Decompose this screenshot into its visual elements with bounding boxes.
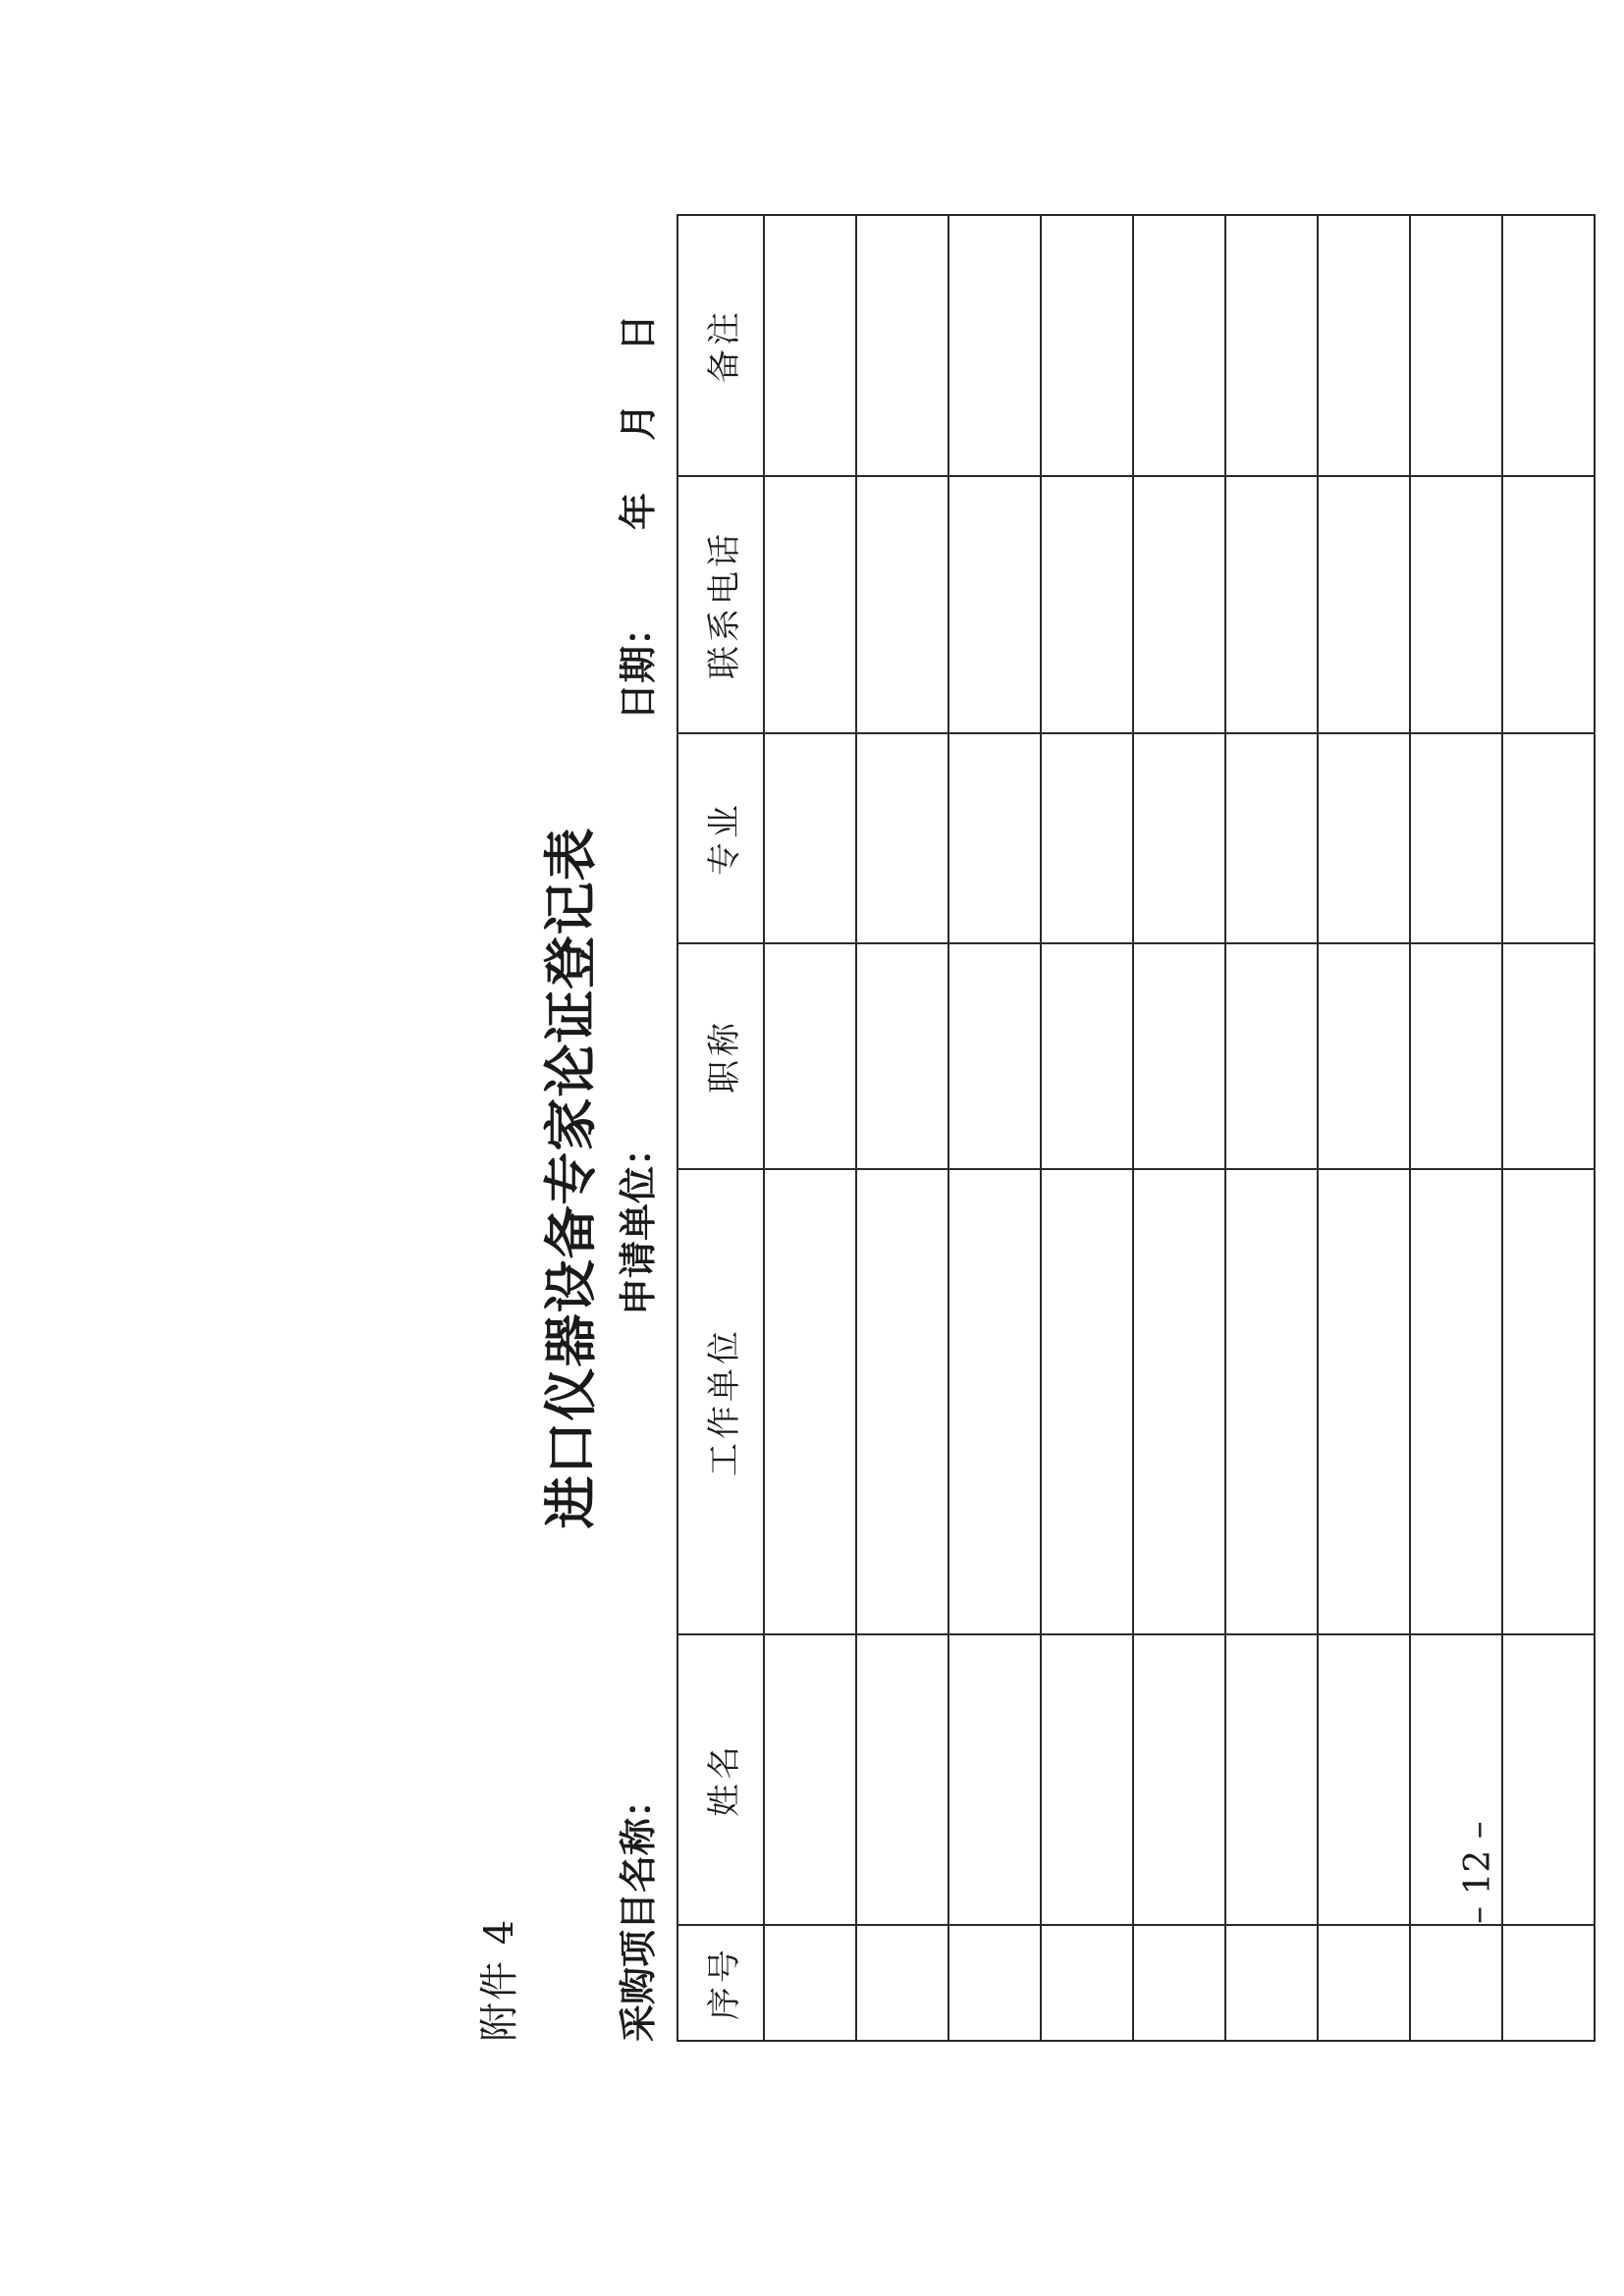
table-cell[interactable] — [1225, 1169, 1318, 1634]
date-label: 日期： — [617, 608, 660, 721]
table-cell[interactable] — [1225, 733, 1318, 943]
col-name-header: 姓名 — [677, 1634, 764, 1925]
table-cell[interactable] — [948, 476, 1041, 733]
table-cell[interactable] — [1133, 943, 1225, 1169]
project-name-label: 采购项目名称： — [617, 1780, 660, 2042]
col-specialty-header: 专业 — [677, 733, 764, 943]
form-title: 进口仪器设备专家论证登记表 — [539, 827, 602, 1529]
table-cell[interactable] — [1225, 476, 1318, 733]
table-cell[interactable] — [1502, 943, 1595, 1169]
table-cell[interactable] — [1041, 733, 1133, 943]
table-cell[interactable] — [1410, 1169, 1502, 1634]
table-cell[interactable] — [948, 1169, 1041, 1634]
table-cell[interactable] — [1410, 943, 1502, 1169]
page-number: – 12 – — [1458, 1821, 1498, 1924]
table-cell[interactable] — [1318, 476, 1410, 733]
table-cell[interactable] — [1502, 476, 1595, 733]
table-row — [1225, 215, 1318, 2041]
table-cell[interactable] — [1502, 215, 1595, 476]
table-cell[interactable] — [1318, 943, 1410, 1169]
table-cell[interactable] — [948, 1634, 1041, 1925]
table-cell[interactable] — [1133, 476, 1225, 733]
table-cell[interactable] — [948, 215, 1041, 476]
applicant-unit-label: 申请单位： — [617, 1128, 660, 1315]
table-cell[interactable] — [948, 1925, 1041, 2041]
date-parts: 年 月 日 — [617, 314, 660, 530]
date-field — [608, 314, 662, 721]
table-cell[interactable] — [856, 1169, 948, 1634]
table-cell[interactable] — [856, 476, 948, 733]
table-cell[interactable] — [1502, 1169, 1595, 1634]
table-row — [1318, 215, 1410, 2041]
registration-table — [677, 214, 1596, 2042]
col-remarks-header: 备注 — [677, 215, 764, 476]
table-cell[interactable] — [1041, 943, 1133, 1169]
table-cell[interactable] — [1318, 1169, 1410, 1634]
table-cell[interactable] — [764, 215, 856, 476]
table-row — [1041, 215, 1133, 2041]
table-cell[interactable] — [1318, 215, 1410, 476]
table-cell[interactable] — [1041, 476, 1133, 733]
table-cell[interactable] — [1041, 1169, 1133, 1634]
table-cell[interactable] — [1502, 1634, 1595, 1925]
col-title-header: 职称 — [677, 943, 764, 1169]
table-cell[interactable] — [764, 1169, 856, 1634]
table-cell[interactable] — [1041, 1925, 1133, 2041]
table-cell[interactable] — [856, 1925, 948, 2041]
table-row — [764, 215, 856, 2041]
header-row — [677, 215, 764, 2041]
table-cell[interactable] — [1318, 733, 1410, 943]
table-cell[interactable] — [856, 215, 948, 476]
table-cell[interactable] — [1410, 215, 1502, 476]
table-cell[interactable] — [1133, 215, 1225, 476]
table-row — [1502, 215, 1595, 2041]
table-cell[interactable] — [1410, 1925, 1502, 2041]
table-cell[interactable] — [1225, 215, 1318, 476]
table-row — [856, 215, 948, 2041]
table-cell[interactable] — [764, 1634, 856, 1925]
table-cell[interactable] — [1410, 733, 1502, 943]
table-cell[interactable] — [1225, 1634, 1318, 1925]
table-cell[interactable] — [764, 943, 856, 1169]
col-serial-header: 序号 — [677, 1925, 764, 2041]
table-cell[interactable] — [1225, 943, 1318, 1169]
table-row — [948, 215, 1041, 2041]
table-cell[interactable] — [1133, 733, 1225, 943]
table-row — [1133, 215, 1225, 2041]
table-cell[interactable] — [1318, 1634, 1410, 1925]
table-cell[interactable] — [1225, 1925, 1318, 2041]
table-cell[interactable] — [856, 733, 948, 943]
table-cell[interactable] — [1133, 1634, 1225, 1925]
table-cell[interactable] — [948, 733, 1041, 943]
table-cell[interactable] — [764, 476, 856, 733]
table-cell[interactable] — [764, 733, 856, 943]
attachment-label: 附件 4 — [477, 1917, 522, 2042]
table-cell[interactable] — [1041, 1634, 1133, 1925]
table-cell[interactable] — [1318, 1925, 1410, 2041]
table-cell[interactable] — [1502, 1925, 1595, 2041]
table-cell[interactable] — [856, 1634, 948, 1925]
table-cell[interactable] — [948, 943, 1041, 1169]
table-row — [1410, 215, 1502, 2041]
table-cell[interactable] — [856, 943, 948, 1169]
col-employer-header: 工作单位 — [677, 1169, 764, 1634]
table-cell[interactable] — [1502, 733, 1595, 943]
table-cell[interactable] — [764, 1925, 856, 2041]
table-cell[interactable] — [1133, 1925, 1225, 2041]
table-cell[interactable] — [1410, 476, 1502, 733]
table-body — [764, 215, 1595, 2041]
col-phone-header: 联系电话 — [677, 476, 764, 733]
table-cell[interactable] — [1133, 1169, 1225, 1634]
table-cell[interactable] — [1041, 215, 1133, 476]
rotated-form — [468, 308, 1391, 2042]
